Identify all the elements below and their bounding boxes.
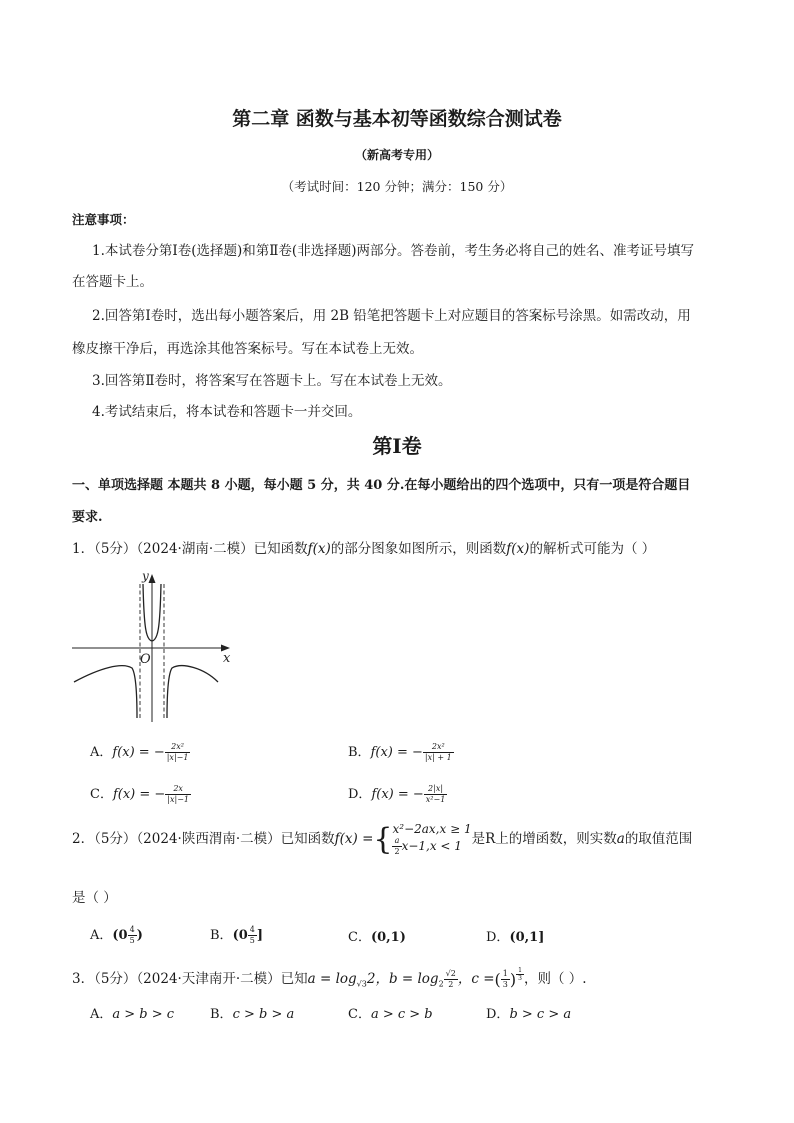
option-text: (0,1) — [370, 930, 406, 945]
option-text: (0 — [112, 928, 128, 943]
question-3-stem — [72, 967, 587, 990]
fraction-num: 2x² — [165, 742, 191, 753]
paren-close: ) — [509, 970, 517, 989]
option-label: B． — [210, 928, 233, 943]
fraction-den: |x| + 1 — [424, 753, 452, 762]
option-label: C． — [348, 1007, 371, 1022]
question-number: 3． — [72, 971, 95, 987]
stem-text: 是R上的增函数，则实数 — [471, 831, 617, 847]
option-text: (0,1] — [509, 930, 545, 945]
option-a[interactable] — [90, 741, 190, 763]
x-axis-label: x — [223, 651, 231, 666]
option-text: a > b > c — [112, 1007, 175, 1022]
fraction-den: 5 — [129, 936, 135, 945]
option-a[interactable] — [90, 924, 143, 946]
option-fraction — [165, 784, 191, 805]
option-fraction — [165, 742, 191, 763]
option-a[interactable] — [90, 1003, 174, 1022]
fraction-den: |x|−1 — [167, 795, 189, 804]
c-base-fraction — [501, 969, 510, 990]
option-text: c > b > a — [232, 1007, 295, 1022]
stem-text: 已知函数 — [253, 541, 308, 557]
c-exponent — [516, 967, 524, 982]
fraction-den: 5 — [249, 936, 255, 945]
option-label: A． — [90, 928, 113, 943]
option-close: ] — [256, 928, 264, 943]
option-text: b > c > a — [509, 1007, 572, 1022]
question-score: （5分） — [94, 541, 137, 557]
log-arg-fraction — [444, 969, 458, 990]
piecewise-body — [392, 822, 471, 857]
option-label: A． — [90, 1007, 113, 1022]
stem-text: ，则（ ）. — [523, 971, 587, 987]
option-label: A． — [90, 745, 113, 760]
page-subtitle: （新高考专用） — [354, 148, 439, 162]
function-graph-svg — [70, 568, 240, 728]
option-label: C． — [90, 787, 113, 802]
option-d[interactable] — [486, 1003, 571, 1022]
fraction-num: a — [392, 836, 401, 847]
piecewise-brace: { — [373, 822, 393, 857]
option-b[interactable] — [210, 1003, 294, 1022]
fraction-num: 1 — [502, 969, 508, 978]
notice-item: 3.回答第Ⅱ卷时，将答案写在答题卡上。写在本试卷上无效。 — [92, 373, 452, 389]
notice-item: 2.回答第Ⅰ卷时，选出每小题答案后，用 2B 铅笔把答题卡上对应题目的答案标号涂黑。如需改动，用 — [92, 308, 691, 324]
math-fx: f(x) = — [334, 831, 374, 847]
fraction-num: 4 — [249, 925, 255, 934]
question-1-stem — [72, 537, 655, 557]
fraction-den: |x|−1 — [166, 753, 189, 762]
math-fx: f(x) — [307, 541, 331, 557]
y-axis-label: y — [142, 569, 149, 583]
paren-open: ( — [494, 970, 501, 989]
fraction-den: 3 — [518, 975, 522, 982]
option-fraction — [423, 742, 454, 763]
question-score: （5分） — [94, 971, 137, 987]
option-fraction — [248, 925, 257, 946]
fraction-num: 2x² — [423, 742, 454, 753]
notice-item: 橡皮擦干净后，再选涂其他答案标号。写在本试卷上无效。 — [72, 341, 423, 357]
question-2-stem — [72, 822, 692, 857]
notice-heading: 注意事项： — [72, 212, 135, 227]
function-graph — [70, 568, 240, 732]
option-text: a > c > b — [370, 1007, 433, 1022]
fraction-num: 1 — [518, 967, 522, 974]
option-label: D． — [486, 930, 510, 945]
option-b[interactable] — [210, 924, 263, 946]
math-a: a = log — [307, 971, 357, 987]
math-var: a — [616, 831, 625, 847]
question-source: （2024·湖南·二模） — [136, 541, 254, 557]
question-number: 2． — [72, 831, 95, 847]
option-c[interactable] — [348, 926, 406, 945]
fraction-den: 2 — [448, 980, 454, 989]
option-fraction — [424, 784, 448, 805]
option-fraction — [128, 925, 137, 946]
notice-item: 在答题卡上。 — [72, 274, 153, 290]
option-d[interactable] — [348, 783, 447, 805]
graph-branch-left — [74, 666, 137, 718]
fraction-num: 2|x| — [424, 784, 448, 795]
origin-label: O — [140, 652, 151, 667]
stem-text: 的取值范围 — [624, 831, 693, 847]
option-d[interactable] — [486, 926, 544, 945]
fraction-num: √2 — [445, 969, 456, 978]
math-c: ，c = — [457, 971, 495, 987]
fraction-den: 3 — [502, 980, 508, 989]
volume-title: 第Ⅰ卷 — [372, 434, 422, 458]
question-2-stem-cont: 是（ ） — [72, 890, 117, 906]
piece-2-rest: x−1,x < 1 — [401, 839, 462, 853]
option-label: D． — [486, 1007, 510, 1022]
notice-item: 4.考试结束后，将本试卷和答题卡一并交回。 — [92, 404, 362, 420]
option-text: (0 — [232, 928, 248, 943]
piece-1: x²−2ax,x ≥ 1 — [392, 822, 472, 836]
piece-2-fraction — [392, 836, 401, 857]
question-number: 1． — [72, 541, 95, 557]
question-source: （2024·陕西渭南·二模） — [136, 831, 281, 847]
log-base: 2 — [438, 979, 444, 989]
option-label: B． — [348, 745, 371, 760]
math-b: b = log — [388, 971, 439, 987]
option-b[interactable] — [348, 741, 454, 763]
log-base: √3 — [356, 979, 367, 989]
exam-info: （考试时间：120 分钟；满分：150 分） — [281, 179, 513, 194]
fraction-num: 2x — [165, 784, 191, 795]
y-axis-arrow — [149, 574, 156, 583]
question-source: （2024·天津南开·二模） — [136, 971, 281, 987]
section-heading: 一、单项选择题 本题共 8 小题，每小题 5 分，共 40 分.在每小题给出的四个选项中，只有一项是符合题目 — [72, 478, 691, 493]
option-label: D． — [348, 787, 372, 802]
option-label: C． — [348, 930, 371, 945]
log-arg: 2， — [366, 971, 389, 987]
page-title: 第二章 函数与基本初等函数综合测试卷 — [232, 108, 562, 130]
question-score: （5分） — [94, 831, 137, 847]
option-c[interactable] — [90, 783, 191, 805]
option-lhs: f(x) = − — [370, 745, 423, 760]
graph-branch-right — [167, 666, 218, 718]
fraction-den: 2 — [394, 847, 400, 856]
option-lhs: f(x) = − — [371, 787, 424, 802]
option-lhs: f(x) = − — [112, 787, 166, 802]
stem-text: 已知 — [280, 971, 308, 987]
option-label: B． — [210, 1007, 233, 1022]
notice-item: 1.本试卷分第Ⅰ卷(选择题)和第Ⅱ卷(非选择题)两部分。答卷前，考生务必将自己的姓名、准考证号填写 — [92, 243, 694, 259]
fraction-num: 4 — [129, 925, 135, 934]
math-fx: f(x) — [506, 541, 530, 557]
stem-text: 的解析式可能为（ ） — [529, 541, 656, 557]
piece-2 — [392, 836, 471, 857]
stem-text: 已知函数 — [280, 831, 335, 847]
option-lhs: f(x) = − — [112, 745, 165, 760]
option-c[interactable] — [348, 1003, 433, 1022]
section-heading-cont: 要求. — [72, 510, 103, 525]
fraction-den: x²−1 — [425, 795, 446, 804]
stem-text: 的部分图象如图所示，则函数 — [330, 541, 507, 557]
option-close: ) — [136, 928, 143, 943]
